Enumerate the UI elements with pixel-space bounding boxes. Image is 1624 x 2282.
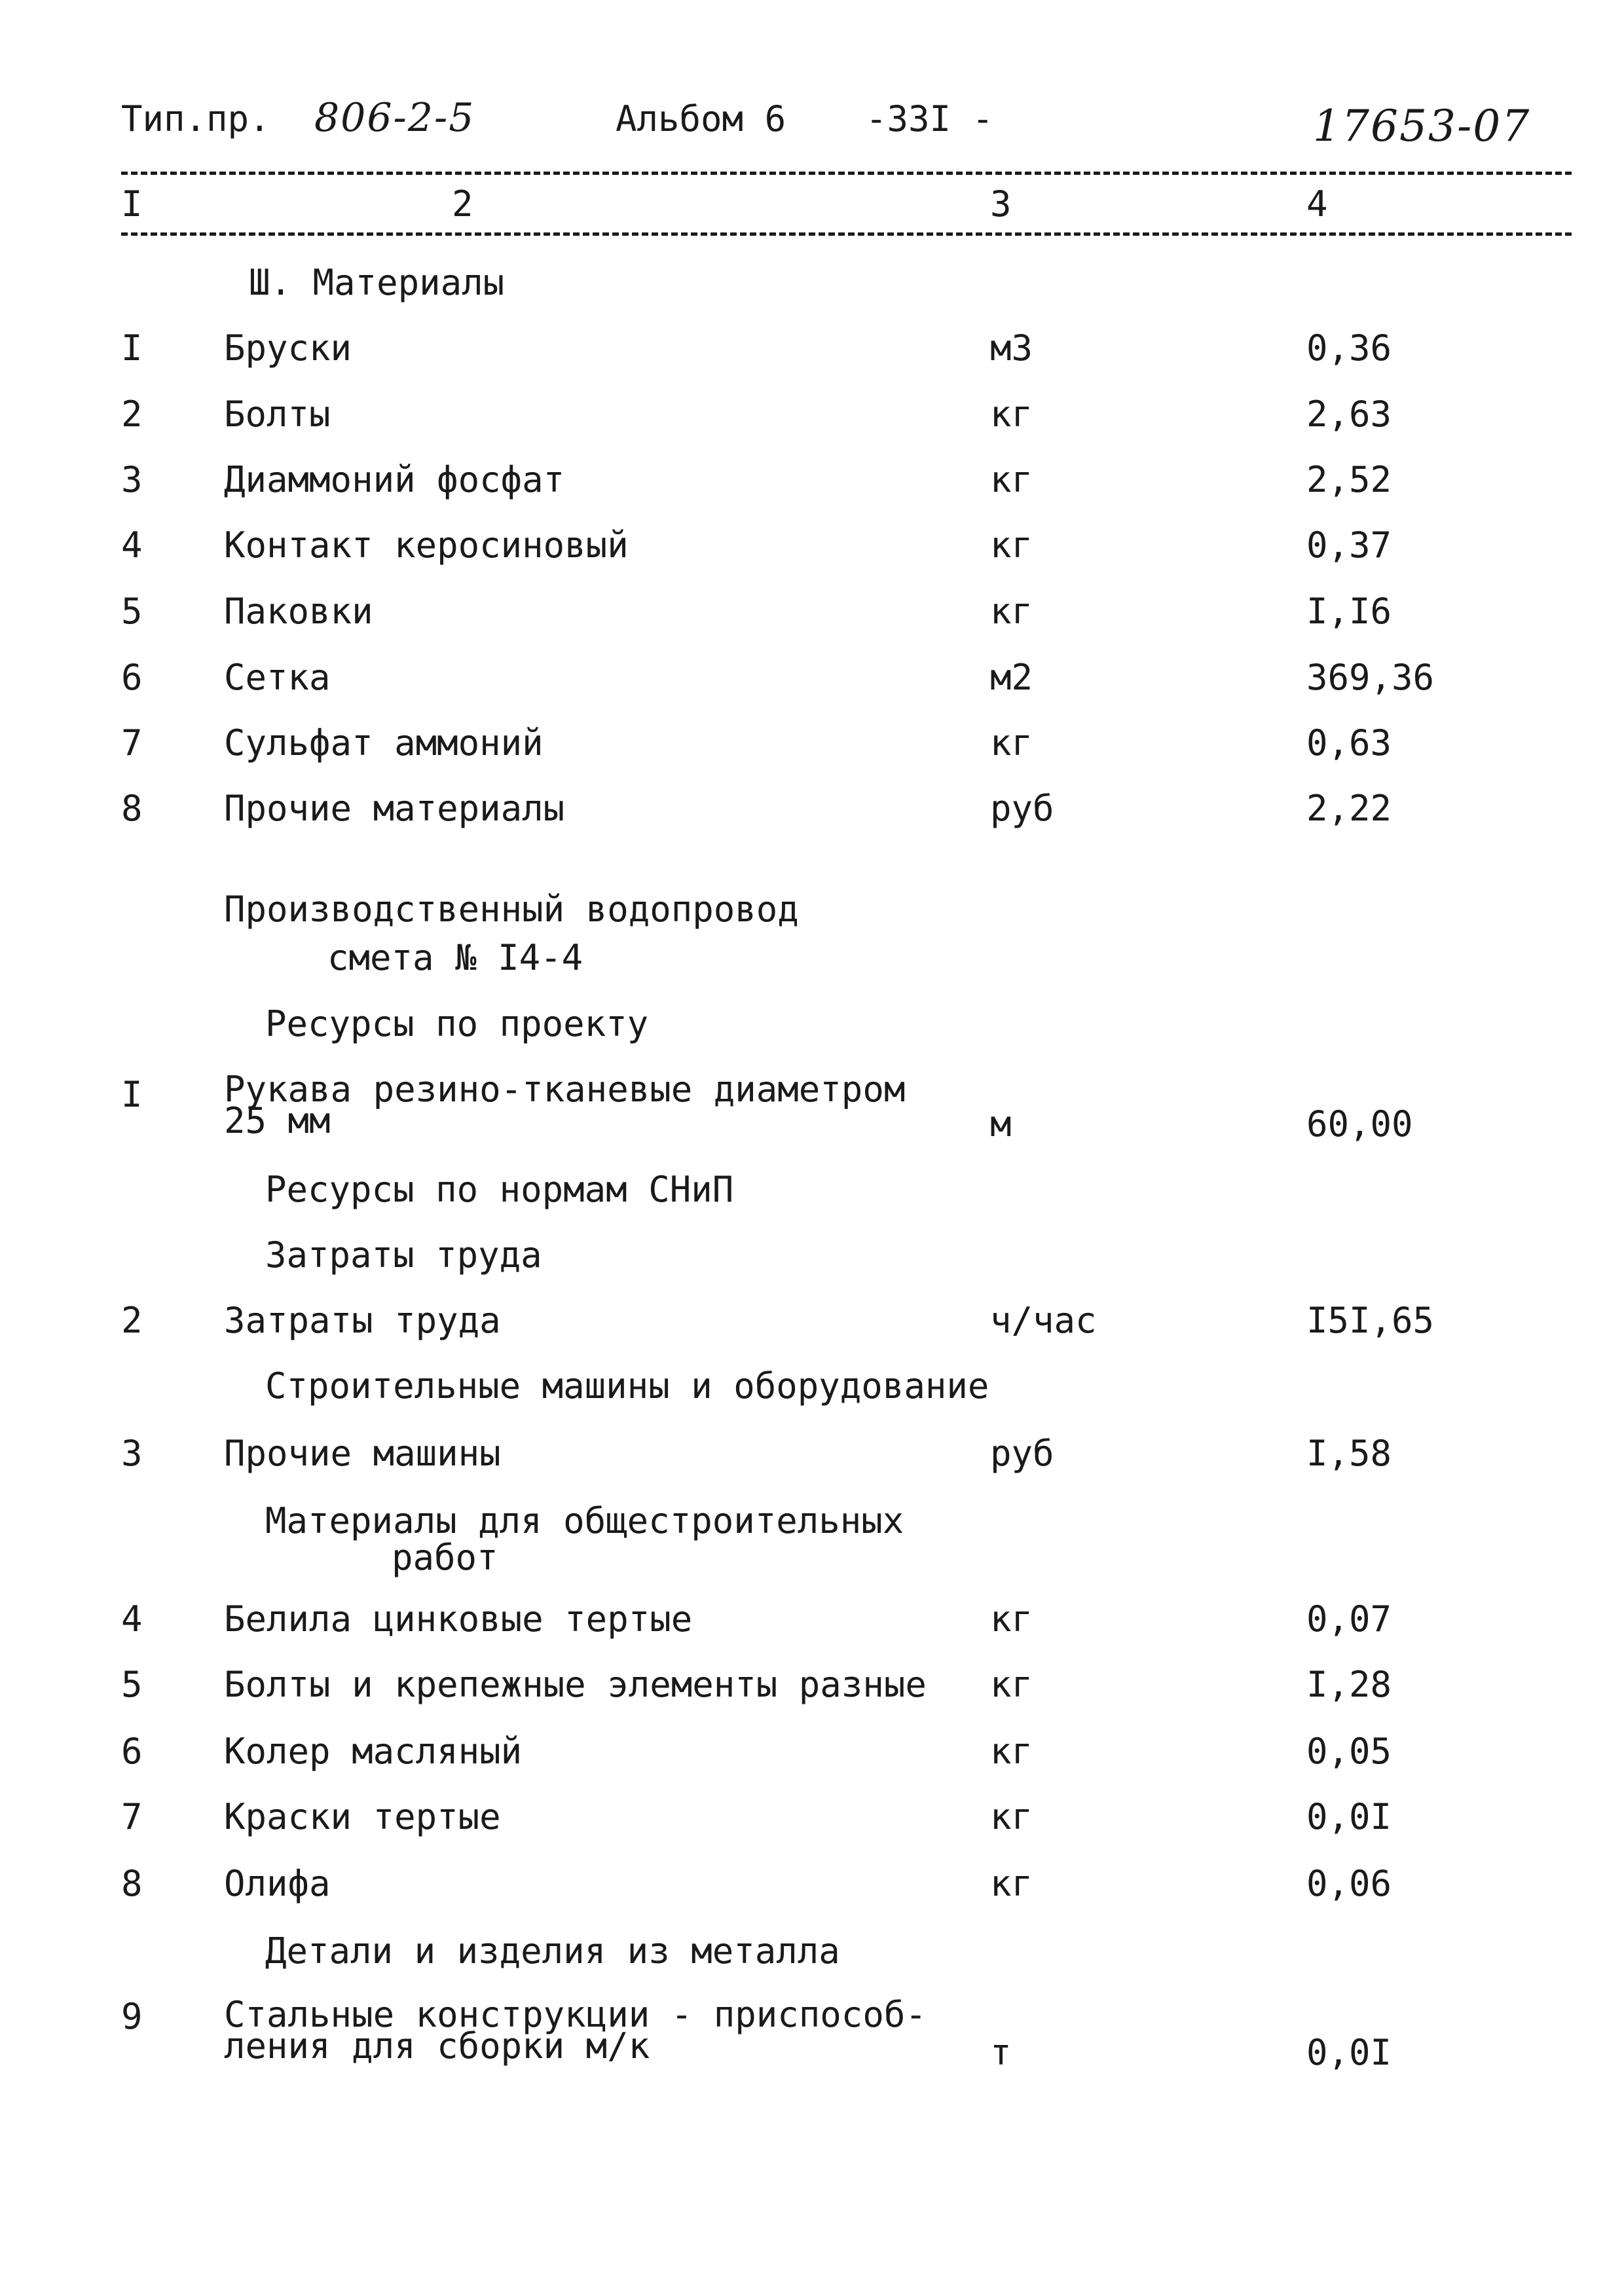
row-unit: кг	[990, 1731, 1033, 1772]
group-heading-machines: Строительные машины и оборудование	[265, 1365, 989, 1407]
row-unit: руб	[990, 788, 1054, 829]
row-number: 9	[121, 1996, 143, 2037]
subsection-title: Производственный водопровод	[224, 889, 799, 930]
column-header-4: 4	[1306, 183, 1328, 225]
row-quantity: 0,37	[1306, 524, 1392, 566]
header-rule-bottom	[121, 232, 1572, 236]
row-quantity: I5I,65	[1306, 1300, 1435, 1341]
estimate-number: смета № I4-4	[327, 937, 583, 978]
row-unit: кг	[990, 591, 1033, 632]
album-label: Альбом 6	[616, 98, 786, 139]
row-name: Олифа	[224, 1863, 331, 1904]
row-quantity: 2,22	[1306, 788, 1392, 829]
row-unit: кг	[990, 394, 1033, 435]
group-heading-materials-line2: работ	[392, 1537, 498, 1578]
row-unit: т	[990, 2032, 1012, 2073]
row-name: Болты и крепежные элементы разные	[224, 1664, 927, 1705]
row-unit: кг	[990, 1796, 1033, 1837]
row-number: 7	[121, 722, 143, 764]
row-name: Сетка	[224, 657, 331, 698]
header-prefix: Тип.пр.	[121, 98, 270, 139]
row-number: 7	[121, 1796, 143, 1837]
row-unit: кг	[990, 1863, 1033, 1904]
row-name-line: Стальные конструкции - приспособ-	[224, 1994, 927, 2035]
row-quantity: 0,07	[1306, 1598, 1392, 1640]
row-name: Паковки	[224, 591, 373, 632]
row-number: 2	[121, 1300, 143, 1341]
row-unit: ч/час	[990, 1300, 1097, 1341]
row-number: 6	[121, 657, 143, 698]
group-heading-labor: Затраты труда	[265, 1234, 542, 1276]
row-name: Прочие машины	[224, 1433, 501, 1474]
header-rule-top	[121, 172, 1572, 175]
document-number: 17653-07	[1313, 101, 1531, 151]
row-unit: м3	[990, 327, 1033, 369]
page-number: -33I -	[866, 98, 994, 139]
row-quantity: I,58	[1306, 1433, 1392, 1474]
column-header-2: 2	[452, 183, 473, 225]
row-name: Сульфат аммоний	[224, 722, 544, 764]
row-number: 3	[121, 459, 143, 500]
row-number: I	[121, 1074, 143, 1115]
row-unit: м	[990, 1103, 1012, 1145]
row-name	[224, 1069, 906, 1141]
row-name: Болты	[224, 394, 331, 435]
row-name	[224, 1994, 927, 2067]
row-unit: кг	[990, 1598, 1033, 1640]
row-unit: кг	[990, 722, 1033, 764]
row-number: 4	[121, 524, 143, 566]
group-heading-metal: Детали и изделия из металла	[265, 1930, 840, 1972]
row-quantity: 0,06	[1306, 1863, 1392, 1904]
row-number: 3	[121, 1433, 143, 1474]
row-number: 2	[121, 394, 143, 435]
row-number: 6	[121, 1731, 143, 1772]
row-unit: кг	[990, 1664, 1033, 1705]
group-heading-norm-resources: Ресурсы по нормам СНиП	[265, 1169, 734, 1210]
row-quantity: 2,52	[1306, 459, 1392, 500]
row-name: Контакт керосиновый	[224, 524, 629, 566]
row-name: Прочие материалы	[224, 788, 565, 829]
project-number: 806-2-5	[314, 95, 475, 141]
row-name: Краски тертые	[224, 1796, 501, 1837]
row-quantity: I,28	[1306, 1664, 1392, 1705]
row-name: Диаммоний фосфат	[224, 459, 565, 500]
row-name-line: Рукава резино-тканевые диаметром	[224, 1069, 906, 1110]
column-header-3: 3	[990, 183, 1012, 225]
row-quantity: 0,0I	[1306, 2032, 1392, 2073]
row-name: Бруски	[224, 327, 352, 369]
row-quantity: 0,63	[1306, 722, 1392, 764]
group-heading-materials-line1: Материалы для общестроительных	[265, 1500, 904, 1541]
row-quantity: 0,36	[1306, 327, 1392, 369]
row-number: 8	[121, 788, 143, 829]
row-number: 5	[121, 1664, 143, 1705]
row-name: Белила цинковые тертые	[224, 1598, 693, 1640]
row-number: 4	[121, 1598, 143, 1640]
row-number: I	[121, 327, 143, 369]
row-name: Колер масляный	[224, 1731, 523, 1772]
row-quantity: 369,36	[1306, 657, 1435, 698]
row-quantity: 60,00	[1306, 1103, 1413, 1145]
group-heading-project-resources: Ресурсы по проекту	[265, 1003, 649, 1044]
row-unit: м2	[990, 657, 1033, 698]
row-name: Затраты труда	[224, 1300, 501, 1341]
row-name-line: ления для сборки м/к	[224, 2025, 650, 2067]
row-name-line: 25 мм	[224, 1100, 331, 1141]
section-title: Ш. Материалы	[249, 262, 505, 303]
row-quantity: 0,05	[1306, 1731, 1392, 1772]
row-unit: кг	[990, 459, 1033, 500]
row-number: 8	[121, 1863, 143, 1904]
row-quantity: 0,0I	[1306, 1796, 1392, 1837]
row-unit: кг	[990, 524, 1033, 566]
row-quantity: 2,63	[1306, 394, 1392, 435]
row-unit: руб	[990, 1433, 1054, 1474]
column-header-1: I	[121, 183, 143, 225]
row-quantity: I,I6	[1306, 591, 1392, 632]
row-number: 5	[121, 591, 143, 632]
